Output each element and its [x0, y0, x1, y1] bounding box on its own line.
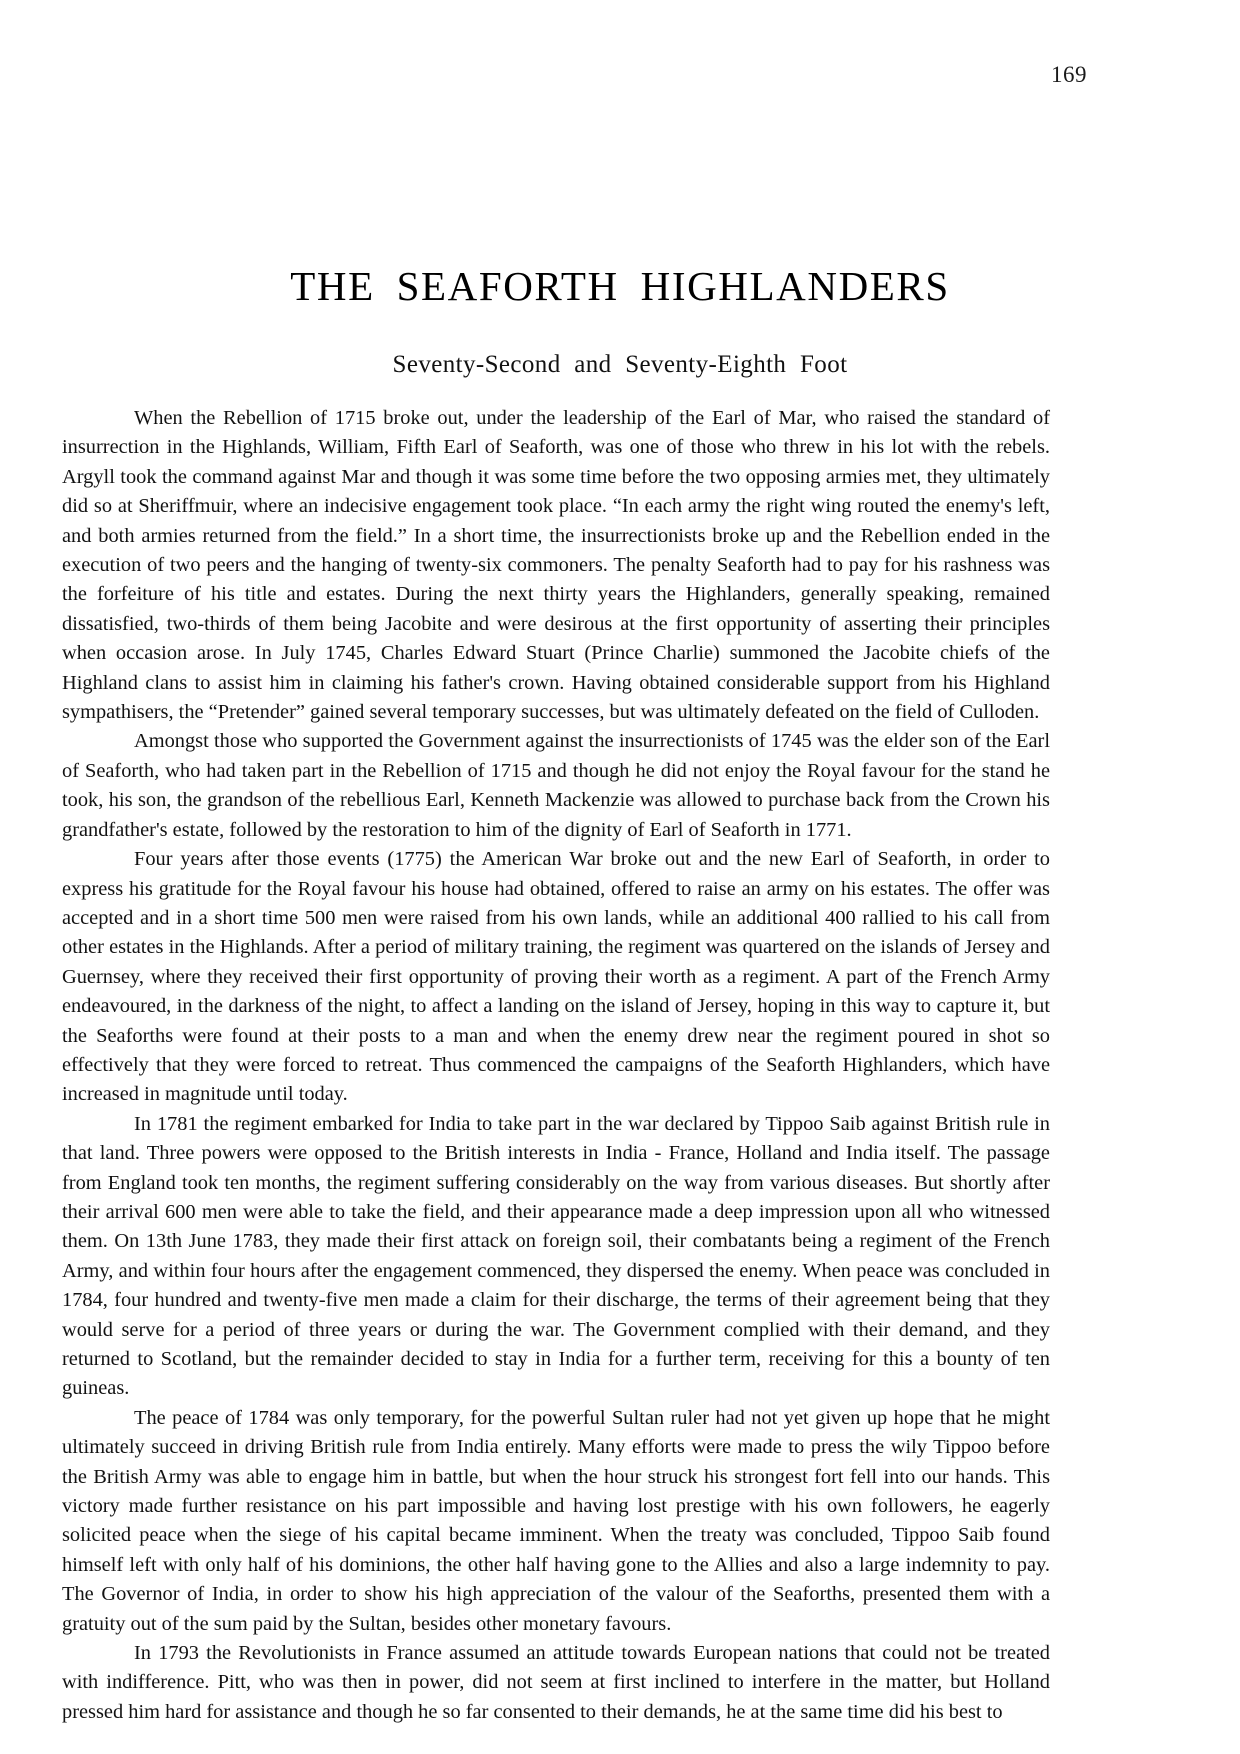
paragraph: When the Rebellion of 1715 broke out, under the leadership of the Earl of Mar, who raised the standard of insurrection in the Highlands, William, Fifth Earl of Seaforth, was one of those who threw in his lot with the rebels. Argyll took the command against Mar and though it was some time before the two opposing armies met, they ultimately did so at Sheriffmuir, where an indecisive engagement took place. “In each army the right wing routed the enemy's left, and both armies returned from the field.” In a short time, the insurrectionists broke up and the Rebellion ended in the execution of two peers and the hanging of twenty-six commoners. The penalty Seaforth had to pay for his rashness was the forfeiture of his title and estates. During the next thirty years the Highlanders, generally speaking, remained dissatisfied, two-thirds of them being Jacobite and were desirous at the first opportunity of asserting their principles when occasion arose. In July 1745, Charles Edward Stuart (Prince Charlie) summoned the Jacobite chiefs of the Highland clans to assist him in claiming his father's crown. Having obtained considerable support from his Highland sympathisers, the “Pretender” gained several temporary successes, but was ultimately defeated on the field of Culloden. — [62, 407, 1050, 724]
paragraph: In 1781 the regiment embarked for India to take part in the war declared by Tippoo Saib against British rule in that land. Three powers were opposed to the British interests in India - France, Holland and India itself. The passage from England took ten months, the regiment suffering considerably on the way from various diseases. But shortly after their arrival 600 men were able to take the field, and their appearance made a deep impression upon all who witnessed them. On 13th June 1783, they made their first attack on foreign soil, their combatants being a regiment of the French Army, and within four hours after the engagement commenced, they dispersed the enemy. When peace was concluded in 1784, four hundred and twenty-five men made a claim for their discharge, the terms of their agreement being that they would serve for a period of three years or during the war. The Government complied with their demand, and they returned to Scotland, but the remainder decided to stay in India for a further term, receiving for this a bounty of ten guineas. — [62, 1112, 1050, 1400]
page-subtitle: Seventy-Second and Seventy-Eighth Foot — [392, 350, 848, 378]
title-block — [0, 264, 1240, 380]
page-title: THE SEAFORTH HIGHLANDERS — [290, 263, 950, 309]
paragraph: Amongst those who supported the Government against the insurrectionists of 1745 was the elder son of the Earl of Seaforth, who had taken part in the Rebellion of 1715 and though he did not enjoy the Royal favour for the stand he took, his son, the grandson of the rebellious Earl, Kenneth Mackenzie was allowed to purchase back from the Crown his grandfather's estate, followed by the restoration to him of the dignity of Earl of Seaforth in 1771. — [62, 730, 1050, 841]
page-number: 169 — [1051, 62, 1087, 87]
paragraph: In 1793 the Revolutionists in France assumed an attitude towards European nations that could not be treated with indifference. Pitt, who was then in power, did not seem at first inclined to interfere in the matter, but Holland pressed him hard for assistance and though he so far consented to their demands, he at the same time did his best to — [62, 1642, 1050, 1723]
paragraph: The peace of 1784 was only temporary, for the powerful Sultan ruler had not yet given up hope that he might ultimately succeed in driving British rule from India entirely. Many efforts were made to press the wily Tippoo before the British Army was able to engage him in battle, but when the hour struck his strongest fort fell into our hands. This victory made further resistance on his part impossible and having lost prestige with his own followers, he eagerly solicited peace when the siege of his capital became imminent. When the treaty was concluded, Tippoo Saib found himself left with only half of his dominions, the other half having gone to the Allies and also a large indemnity to pay. The Governor of India, in order to show his high appreciation of the valour of the Seaforths, presented them with a gratuity out of the sum paid by the Sultan, besides other monetary favours. — [62, 1406, 1050, 1635]
body-text — [62, 404, 1050, 1727]
paragraph: Four years after those events (1775) the American War broke out and the new Earl of Seaforth, in order to express his gratitude for the Royal favour his house had obtained, offered to raise an army on his estates. The offer was accepted and in a short time 500 men were raised from his own lands, while an additional 400 rallied to his call from other estates in the Highlands. After a period of military training, the regiment was quartered on the islands of Jersey and Guernsey, where they received their first opportunity of proving their worth as a regiment. A part of the French Army endeavoured, in the darkness of the night, to affect a landing on the island of Jersey, hoping in this way to capture it, but the Seaforths were found at their posts to a man and when the enemy drew near the regiment poured in shot so effectively that they were forced to retreat. Thus commenced the campaigns of the Seaforth Highlanders, which have increased in magnitude until today. — [62, 848, 1050, 1106]
